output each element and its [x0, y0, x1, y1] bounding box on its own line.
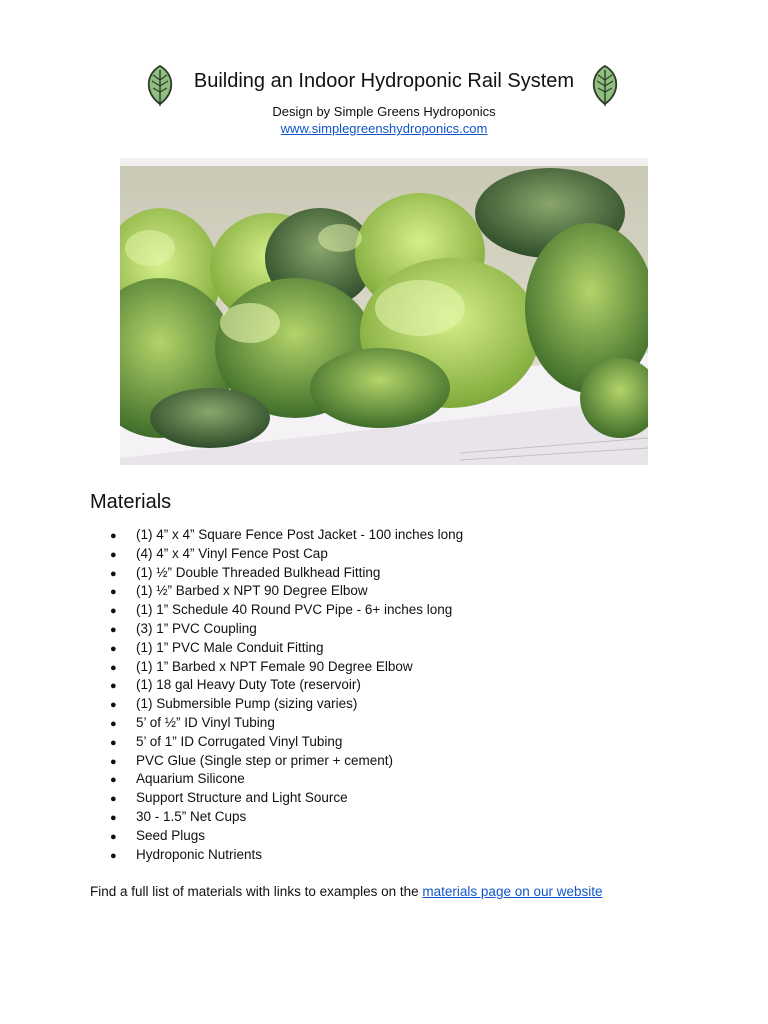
list-item — [110, 695, 463, 714]
list-item-text: (1) 1” Barbed x NPT Female 90 Degree Elbow — [136, 658, 413, 674]
list-item — [110, 846, 463, 865]
bullet-icon: ● — [110, 755, 117, 768]
footer-note — [90, 884, 603, 899]
bullet-icon: ● — [110, 623, 117, 636]
list-item-text: (1) ½” Double Threaded Bulkhead Fitting — [136, 564, 381, 580]
list-item — [110, 582, 463, 601]
list-item-text: Seed Plugs — [136, 827, 206, 843]
list-item-text: (1) 18 gal Heavy Duty Tote (reservoir) — [136, 677, 361, 693]
list-item — [110, 733, 463, 752]
design-credit: Design by Simple Greens Hydroponics — [272, 104, 496, 119]
list-item — [110, 752, 463, 771]
list-item — [110, 639, 463, 658]
list-item — [110, 676, 463, 695]
bullet-icon: ● — [110, 586, 117, 599]
bullet-icon: ● — [110, 642, 117, 655]
list-item — [110, 808, 463, 827]
list-item-text: (1) 1” Schedule 40 Round PVC Pipe - 6+ inches long — [136, 602, 453, 618]
list-item — [110, 601, 463, 620]
list-item-text: (3) 1” PVC Coupling — [136, 620, 257, 636]
list-item-text: 5’ of 1” ID Corrugated Vinyl Tubing — [136, 733, 343, 749]
list-item — [110, 770, 463, 789]
footer-text: Find a full list of materials with links to examples on the — [90, 884, 423, 899]
list-item-text: 5’ of ½” ID Vinyl Tubing — [136, 714, 275, 730]
bullet-icon: ● — [110, 680, 117, 693]
bullet-icon: ● — [110, 774, 117, 787]
list-item — [110, 564, 463, 583]
materials-heading: Materials — [90, 491, 172, 513]
list-item-text: Hydroponic Nutrients — [136, 846, 263, 862]
list-item — [110, 526, 463, 545]
list-item — [110, 827, 463, 846]
list-item-text: PVC Glue (Single step or primer + cement) — [136, 752, 393, 768]
list-item — [110, 620, 463, 639]
title-row — [0, 62, 768, 110]
bullet-icon: ● — [110, 736, 117, 749]
bullet-icon: ● — [110, 661, 117, 674]
list-item-text: Support Structure and Light Source — [136, 790, 348, 806]
lettuce-photo — [120, 158, 648, 465]
list-item — [110, 789, 463, 808]
bullet-icon: ● — [110, 793, 117, 806]
list-item — [110, 545, 463, 564]
list-item-text: (1) 1” PVC Male Conduit Fitting — [136, 639, 324, 655]
bullet-icon: ● — [110, 699, 117, 712]
list-item-text: (1) 4” x 4” Square Fence Post Jacket - 100 inches long — [136, 527, 464, 542]
list-item-text: (4) 4” x 4” Vinyl Fence Post Cap — [136, 545, 328, 561]
bullet-icon: ● — [110, 717, 117, 730]
bullet-icon: ● — [110, 530, 117, 542]
list-item-text: Aquarium Silicone — [136, 771, 245, 787]
list-item — [110, 658, 463, 677]
bullet-icon: ● — [110, 548, 117, 561]
materials-list — [110, 526, 463, 864]
bullet-icon: ● — [110, 567, 117, 580]
bullet-icon: ● — [110, 849, 117, 862]
list-item-text: 30 - 1.5” Net Cups — [136, 808, 247, 824]
materials-page-link[interactable]: materials page on our website — [422, 884, 603, 899]
bullet-icon: ● — [110, 605, 117, 618]
list-item — [110, 714, 463, 733]
list-item-text: (1) ½” Barbed x NPT 90 Degree Elbow — [136, 583, 368, 599]
page-title: Building an Indoor Hydroponic Rail System — [193, 70, 575, 92]
leaf-icon — [587, 64, 623, 108]
bullet-icon: ● — [110, 811, 117, 824]
bullet-icon: ● — [110, 830, 117, 843]
list-item-text: (1) Submersible Pump (sizing varies) — [136, 696, 358, 712]
website-link[interactable]: www.simplegreenshydroponics.com — [280, 121, 488, 136]
